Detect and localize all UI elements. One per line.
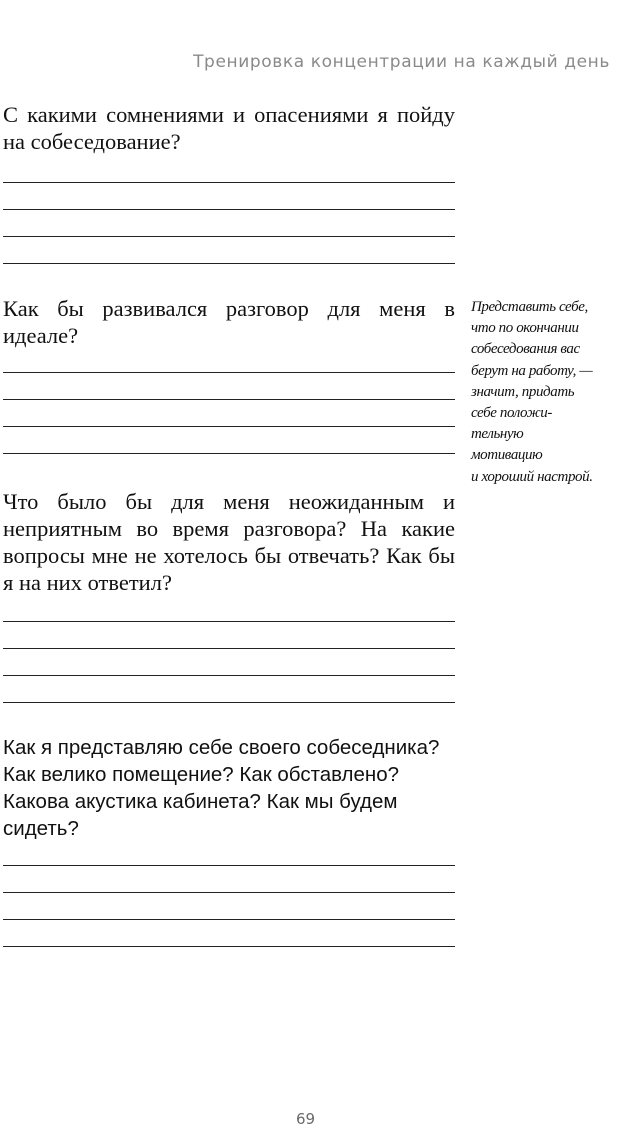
answer-line[interactable] (3, 839, 455, 866)
answer-lines-2 (3, 346, 455, 454)
question-4: Как я представляю себе своего собеседника? Как велико помещение? Как обставлено? Какова акустика кабинета? Как мы будем сидеть? (3, 736, 440, 840)
answer-line[interactable] (3, 866, 455, 893)
side-note-line: собеседования вас (471, 341, 580, 358)
question-3: Что было бы для меня неожиданным и неприятным во время разговора? На какие вопросы мне не хотелось бы отвечать? Как бы я на них ответил? (3, 489, 455, 595)
answer-line[interactable] (3, 400, 455, 427)
answer-lines-1 (3, 156, 455, 264)
answer-line[interactable] (3, 183, 455, 210)
answer-line[interactable] (3, 427, 455, 454)
answer-lines-4 (3, 839, 455, 947)
question-2: Как бы развивался разговор для меня в идеале? (3, 296, 455, 348)
side-note-line: и хороший настрой. (471, 468, 593, 485)
side-note (471, 297, 619, 488)
side-note-line: берут на работу, — (471, 362, 593, 379)
answer-line[interactable] (3, 156, 455, 183)
answer-line[interactable] (3, 210, 455, 237)
answer-line[interactable] (3, 676, 455, 703)
answer-line[interactable] (3, 373, 455, 400)
answer-line[interactable] (3, 893, 455, 920)
side-note-line: мотивацию (471, 447, 543, 464)
answer-line[interactable] (3, 649, 455, 676)
answer-line[interactable] (3, 346, 455, 373)
side-note-line: что по окончании (471, 320, 579, 337)
page-number: 69 (296, 1110, 316, 1128)
side-note-line: значит, придать (471, 383, 575, 400)
side-note-line: Представить себе, (471, 299, 588, 315)
answer-line[interactable] (3, 237, 455, 264)
side-note-line: тельную (471, 426, 524, 443)
question-1: С какими сомнениями и опасениями я пойду на собеседование? (3, 102, 455, 154)
answer-line[interactable] (3, 622, 455, 649)
answer-line[interactable] (3, 595, 455, 622)
running-header: Тренировка концентрации на каждый день (193, 52, 610, 72)
answer-lines-3 (3, 595, 455, 703)
answer-line[interactable] (3, 920, 455, 947)
side-note-line: себе положи- (471, 405, 552, 422)
